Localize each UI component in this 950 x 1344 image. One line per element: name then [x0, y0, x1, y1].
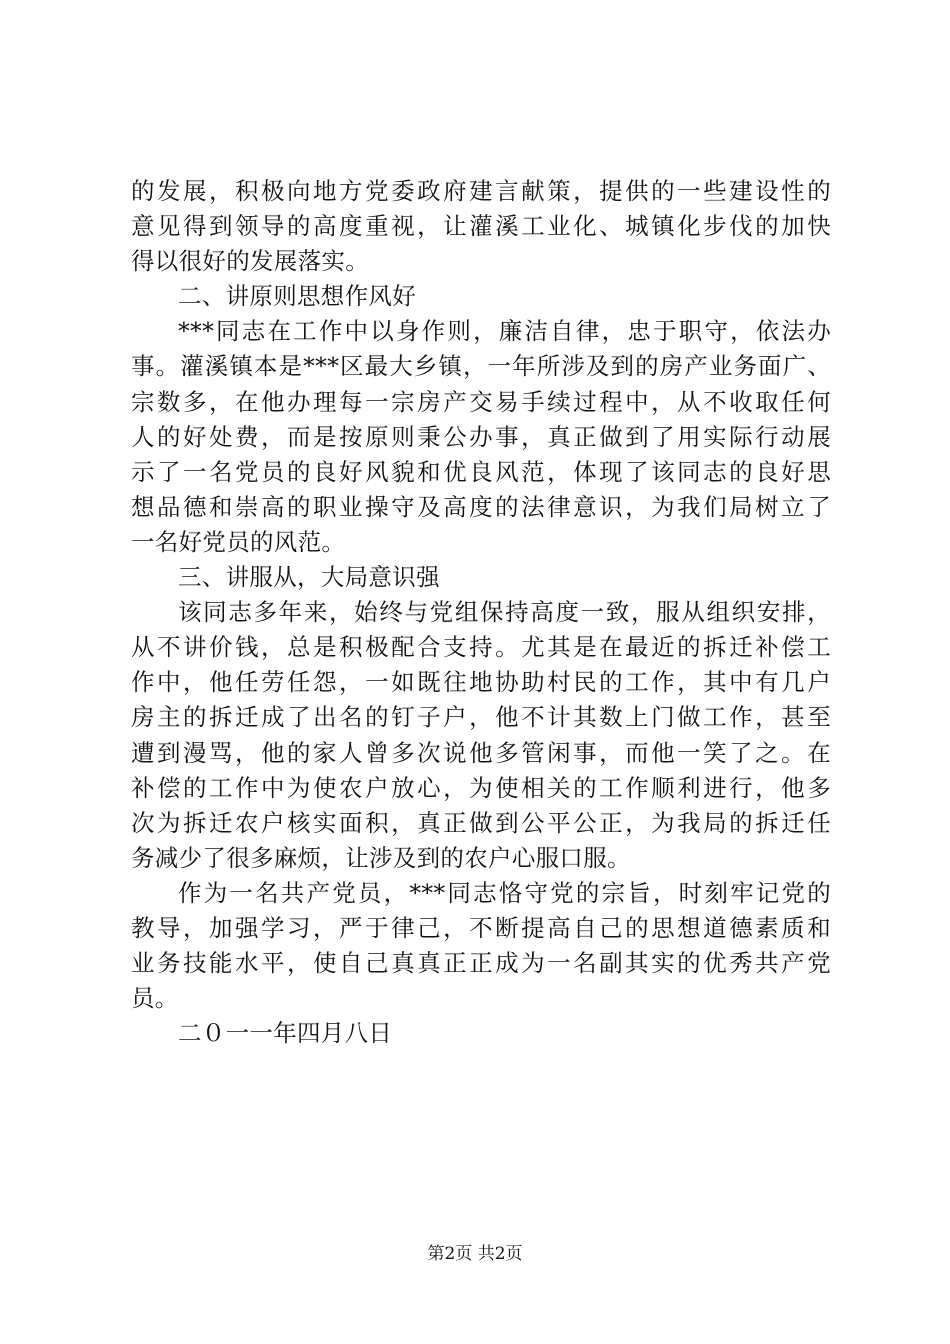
- text-line: 人的好处费，而是按原则秉公办事，真正做到了用实际行动展: [131, 422, 831, 451]
- date-line: 二０一一年四月八日: [178, 1019, 393, 1048]
- text-line: 该同志多年来，始终与党组保持高度一致，服从组织安排，: [178, 598, 831, 627]
- text-line: 遭到漫骂，他的家人曾多次说他多管闲事，而他一笑了之。在: [131, 738, 831, 767]
- text-line: 意见得到领导的高度重视，让灌溪工业化、城镇化步伐的加快: [131, 212, 831, 241]
- text-line: ***同志在工作中以身作则，廉洁自律，忠于职守，依法办: [178, 317, 831, 346]
- text-line: 事。灌溪镇本是***区最大乡镇，一年所涉及到的房产业务面广、: [131, 352, 831, 381]
- text-line: 得以很好的发展落实。: [131, 247, 369, 276]
- text-line: 员。: [131, 984, 179, 1013]
- section-heading: 三、讲服从，大局意识强: [178, 563, 440, 592]
- section-heading: 二、讲原则思想作风好: [178, 282, 416, 311]
- text-line: 想品德和崇高的职业操守及高度的法律意识，为我们局树立了: [131, 492, 831, 521]
- text-line: 示了一名党员的良好风貌和优良风范，体现了该同志的良好思: [131, 457, 831, 486]
- text-line: 的发展，积极向地方党委政府建言献策，提供的一些建设性的: [131, 177, 831, 205]
- page-number-indicator: 第2页 共2页: [427, 1244, 523, 1264]
- text-line: 教导，加强学习，严于律己，不断提高自己的思想道德素质和: [131, 913, 831, 942]
- text-line: 作中，他任劳任怨，一如既往地协助村民的工作，其中有几户: [131, 668, 831, 697]
- text-line: 次为拆迁农户核实面积，真正做到公平公正，为我局的拆迁任: [131, 808, 831, 837]
- text-line: 宗数多，在他办理每一宗房产交易手续过程中，从不收取任何: [131, 387, 831, 416]
- text-line: 一名好党员的风范。: [131, 527, 346, 556]
- text-line: 从不讲价钱，总是积极配合支持。尤其是在最近的拆迁补偿工: [131, 633, 831, 662]
- page-footer: [0, 1242, 950, 1266]
- text-line: 补偿的工作中为使农户放心，为使相关的工作顺利进行，他多: [131, 773, 831, 802]
- document-body: [131, 174, 831, 1051]
- text-line: 务减少了很多麻烦，让涉及到的农户心服口服。: [131, 843, 631, 872]
- text-line: 业务技能水平，使自己真真正正成为一名副其实的优秀共产党: [131, 949, 831, 978]
- text-line: 房主的拆迁成了出名的钉子户，他不计其数上门做工作，甚至: [131, 703, 831, 732]
- text-line: 作为一名共产党员，***同志恪守党的宗旨，时刻牢记党的: [178, 878, 831, 907]
